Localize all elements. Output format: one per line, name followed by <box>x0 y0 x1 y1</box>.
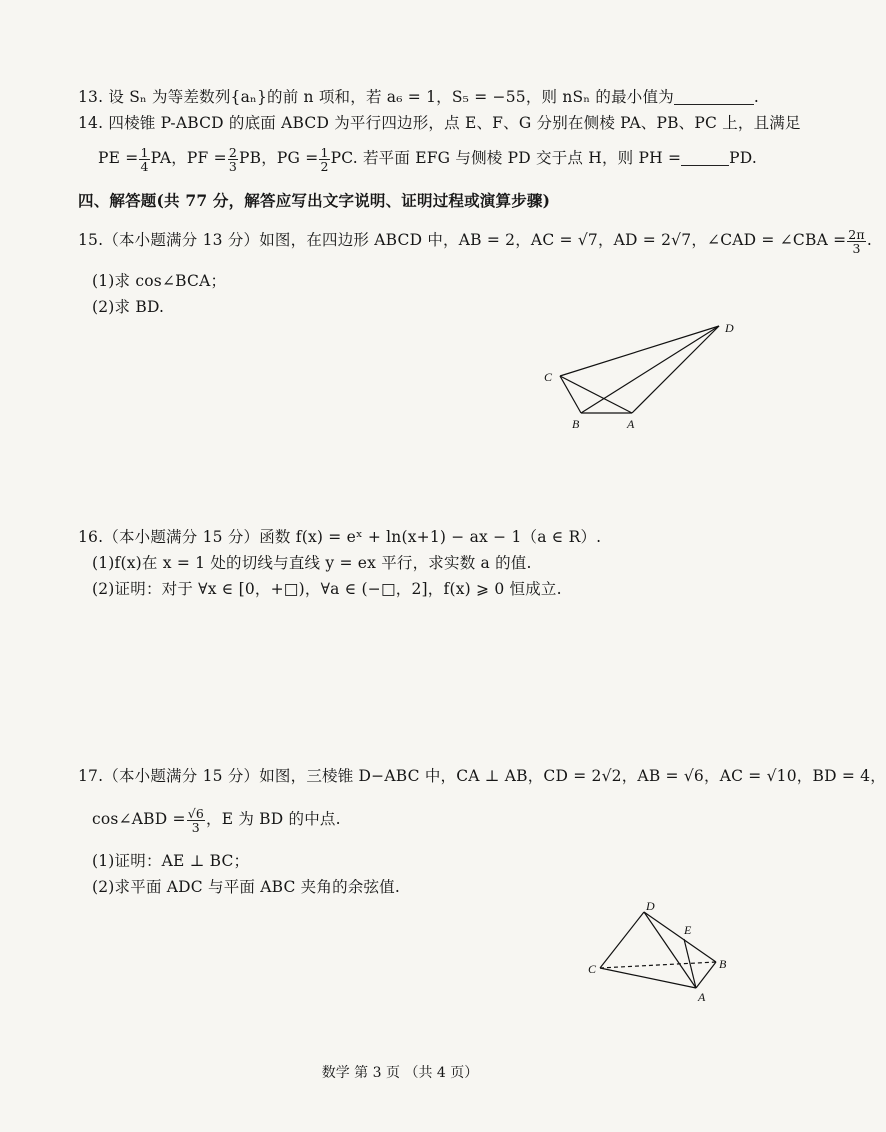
q17-part2: (2)求平面 ADC 与平面 ABC 夹角的余弦值. <box>92 878 401 896</box>
label-a: A <box>698 990 706 1004</box>
q14-frac-2-3: $\frac{2}{3}$ <box>228 144 237 174</box>
label-a: A <box>627 417 635 431</box>
q17-line2 <box>92 803 341 835</box>
q13-text: 13. 设 Sₙ 为等差数列{aₙ}的前 n 项和，若 a₆ = 1，S₅ = −55，则 nSₙ 的最小值为 . <box>78 88 760 106</box>
q14-rest: PC. 若平面 EFG 与侧棱 PD 交于点 H，则 PH = <box>330 149 682 167</box>
q14-frac-1-4: $\frac{1}{4}$ <box>140 144 149 174</box>
q15-line1: 15.（本小题满分 13 分）如图，在四边形 ABCD 中，AB = 2，AC = √7，AD = 2√7，∠CAD = ∠CBA = $\frac{2\pi}{3}$ . <box>78 226 872 256</box>
q17-tetrahedron-figure <box>586 898 746 1006</box>
edge-ad <box>632 326 719 413</box>
q15-quadrilateral-figure <box>536 318 746 436</box>
q14-tail: PD. <box>729 149 757 167</box>
q16-part1: (1)f(x)在 x = 1 处的切线与直线 y = ex 平行，求实数 a 的值. <box>92 554 532 572</box>
q14-line1: 14. 四棱锥 P-ABCD 的底面 ABCD 为平行四边形，点 E、F、G 分别在侧棱 PA、PB、PC 上，且满足 <box>78 114 801 132</box>
edge-cd <box>560 326 719 376</box>
page-footer: 数学 第 3 页 （共 4 页） <box>321 1065 479 1081</box>
label-c: C <box>588 962 597 976</box>
edge-ca <box>600 968 696 988</box>
edge-cd <box>600 912 644 968</box>
label-e: E <box>684 923 692 937</box>
label-d: D <box>646 899 655 913</box>
section-4-heading: 四、解答题(共 77 分，解答应写出文字说明、证明过程或演算步骤) <box>78 191 551 210</box>
q14-line2 <box>98 143 757 173</box>
q14-answer-blank <box>681 149 729 166</box>
q17-cos: cos∠ABD = <box>92 810 186 828</box>
label-d: D <box>725 321 734 335</box>
q17-part1: (1)证明：AE ⊥ BC； <box>92 852 250 870</box>
q14-frac-1-2: $\frac{1}{2}$ <box>320 144 329 174</box>
q14-pe: PE = <box>98 149 139 167</box>
q17-line1: 17.（本小题满分 15 分）如图，三棱锥 D−ABC 中，CA ⊥ AB，CD = 2√2，AB = √6，AC = √10，BD = 4， <box>78 767 886 785</box>
q16-line1: 16.（本小题满分 15 分）函数 f(x) = eˣ + ln(x+1) − ax − 1（a ∈ R）. <box>78 528 602 546</box>
q14-pb: PB，PG = <box>238 149 319 167</box>
label-b: B <box>572 417 580 431</box>
q15-frac-2pi-3: $\frac{2\pi}{3}$ <box>848 226 865 256</box>
q13-answer-blank <box>674 88 754 105</box>
edge-db <box>644 912 716 962</box>
q15-part1: (1)求 cos∠BCA； <box>92 272 227 290</box>
label-b: B <box>719 957 727 971</box>
q13-stem: 13. 设 Sₙ 为等差数列{aₙ}的前 n 项和，若 a₆ = 1，S₅ = −55，则 nSₙ 的最小值为 <box>78 88 674 106</box>
q16-part2: (2)证明：对于 ∀x ∈ [0，+□)，∀a ∈ (−□，2]，f(x) ⩾ 0 恒成立. <box>92 580 562 598</box>
q17-after: ，E 为 BD 的中点. <box>206 810 341 828</box>
edge-ab <box>696 962 716 988</box>
q15-stem: 15.（本小题满分 13 分）如图，在四边形 ABCD 中，AB = 2，AC = √7，AD = 2√7，∠CAD = ∠CBA = <box>78 231 847 249</box>
edge-cb-hidden <box>600 962 716 968</box>
q14-pa: PA，PF = <box>150 149 227 167</box>
q17-frac-sqrt6-3: $\frac{√6}{3}$ <box>187 805 205 835</box>
label-c: C <box>544 370 553 384</box>
edge-bd <box>581 326 719 413</box>
q15-part2: (2)求 BD. <box>92 298 165 316</box>
